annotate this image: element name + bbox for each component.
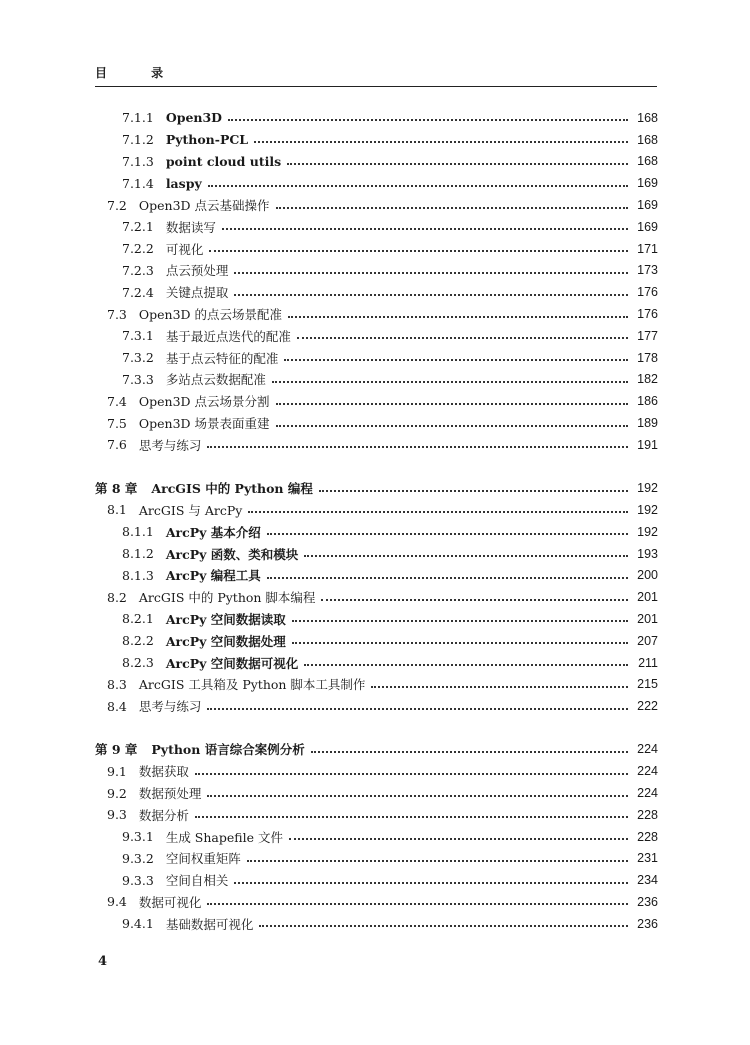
toc-section-entry[interactable] <box>95 303 658 325</box>
dot-leader <box>287 162 628 165</box>
toc-entry-number: 7.2 <box>107 197 127 213</box>
toc-entry-number: 8.3 <box>107 676 127 692</box>
toc-entry-number: 7.2.3 <box>122 262 154 278</box>
toc-section-entry[interactable] <box>95 760 658 782</box>
toc-section-entry[interactable] <box>95 695 658 717</box>
toc-entry-page: 189 <box>637 416 658 431</box>
toc-entry-title: 空间权重矩阵 <box>165 851 241 867</box>
toc-subsection-entry[interactable] <box>95 325 658 347</box>
toc-entry-title: 可视化 <box>165 241 204 257</box>
toc-entry-number: 8.4 <box>107 698 127 714</box>
toc-entry-title: Open3D 点云基础操作 <box>138 198 270 214</box>
dot-leader <box>207 707 628 710</box>
dot-leader <box>276 424 628 427</box>
toc-section-entry[interactable] <box>95 434 658 456</box>
toc-entry-number: 7.3.2 <box>122 350 154 366</box>
toc-entry-number: 7.2.2 <box>122 241 154 257</box>
toc-entry-page: 178 <box>637 350 658 365</box>
toc-entry-title: Open3D 的点云场景配准 <box>138 307 283 323</box>
toc-entry-page: 200 <box>637 568 658 583</box>
toc-chapter-entry[interactable] <box>95 739 658 761</box>
toc-entry-page: 176 <box>637 285 658 300</box>
toc-entry-title: 基于最近点迭代的配准 <box>165 328 291 344</box>
toc-entry-page: 236 <box>637 894 658 909</box>
dot-leader <box>267 576 628 579</box>
toc-entry-title: 基础数据可视化 <box>165 916 254 932</box>
toc-entry-number: 第 9 章 <box>95 742 138 758</box>
toc-entry-page: 171 <box>637 241 658 256</box>
dot-leader <box>288 315 628 318</box>
dot-leader <box>208 184 628 187</box>
toc-section-entry[interactable] <box>95 499 658 521</box>
toc-subsection-entry[interactable] <box>95 543 658 565</box>
toc-entry-page: 231 <box>637 851 658 866</box>
toc-entry-number: 9.4 <box>107 894 127 910</box>
dot-leader <box>248 510 628 513</box>
toc-entry-page: 201 <box>637 611 658 626</box>
toc-subsection-entry[interactable] <box>95 238 658 260</box>
toc-entry-page: 169 <box>637 176 658 191</box>
toc-entry-title: Open3D <box>165 110 223 126</box>
toc-entry-page: 236 <box>637 916 658 931</box>
header-title: 目 录 <box>95 66 184 80</box>
toc-section-entry[interactable] <box>95 804 658 826</box>
toc-subsection-entry[interactable] <box>95 608 658 630</box>
toc-entry-number: 9.3.2 <box>122 850 154 866</box>
toc-entry-title: point cloud utils <box>165 153 282 169</box>
toc-entry-title: ArcGIS 与 ArcPy <box>138 502 243 518</box>
dot-leader <box>207 902 628 905</box>
toc-entry-page: 182 <box>637 372 658 387</box>
toc-entry-number: 8.1 <box>107 502 127 518</box>
toc-entry-page: 207 <box>637 633 658 648</box>
toc-entry-page: 176 <box>637 307 658 322</box>
toc-entry-number: 9.4.1 <box>122 916 154 932</box>
toc-entry-number: 7.3.1 <box>122 328 154 344</box>
page-number: 4 <box>98 954 108 969</box>
toc-entry-title: 点云预处理 <box>165 263 229 279</box>
toc-entry-title: ArcPy 函数、类和模块 <box>165 546 299 562</box>
dot-leader <box>292 619 628 622</box>
toc-entry-title: ArcPy 编程工具 <box>165 568 261 584</box>
toc-section-entry[interactable] <box>95 194 658 216</box>
toc-section-entry[interactable] <box>95 390 658 412</box>
toc-entry-title: ArcGIS 中的 Python 脚本编程 <box>138 590 316 606</box>
toc-entry-title: Open3D 点云场景分割 <box>138 394 270 410</box>
toc-subsection-entry[interactable] <box>95 216 658 238</box>
toc-entry-page: 192 <box>637 502 658 517</box>
dot-leader <box>259 924 628 927</box>
toc-entry-number: 7.1.2 <box>122 132 154 148</box>
toc-entry-number: 8.1.3 <box>122 567 154 583</box>
toc-entry-page: 224 <box>637 764 658 779</box>
toc-subsection-entry[interactable] <box>95 826 658 848</box>
toc-entry-title: Open3D 场景表面重建 <box>138 416 270 432</box>
toc-entry-page: 234 <box>637 873 658 888</box>
toc-entry-page: 186 <box>637 394 658 409</box>
toc-entry-title: 思考与练习 <box>138 699 202 715</box>
toc-subsection-entry[interactable] <box>95 260 658 282</box>
toc-entry-page: 201 <box>637 590 658 605</box>
dot-leader <box>311 750 628 753</box>
toc-subsection-entry[interactable] <box>95 172 658 194</box>
dot-leader <box>228 118 628 121</box>
toc-subsection-entry[interactable] <box>95 281 658 303</box>
dot-leader <box>304 663 628 666</box>
toc-entry-page: 215 <box>637 677 658 692</box>
toc-subsection-entry[interactable] <box>95 848 658 870</box>
toc-entry-title: 多站点云数据配准 <box>165 372 266 388</box>
toc-section-entry[interactable] <box>95 673 658 695</box>
dot-leader <box>234 881 628 884</box>
toc-subsection-entry[interactable] <box>95 630 658 652</box>
dot-leader <box>321 598 628 601</box>
toc-entry-title: ArcPy 空间数据可视化 <box>165 655 299 671</box>
toc-entry-title: ArcGIS 中的 Python 编程 <box>151 481 313 497</box>
dot-leader <box>222 227 628 230</box>
table-of-contents <box>95 107 658 935</box>
toc-entry-title: 基于点云特征的配准 <box>165 350 279 366</box>
toc-entry-page: 169 <box>637 219 658 234</box>
dot-leader <box>209 249 628 252</box>
toc-entry-page: 193 <box>637 546 658 561</box>
toc-entry-number: 7.4 <box>107 393 127 409</box>
toc-entry-number: 7.1.4 <box>122 175 154 191</box>
dot-leader <box>319 489 628 492</box>
dot-leader <box>254 140 628 143</box>
toc-entry-page: 191 <box>637 437 658 452</box>
toc-entry-page: 192 <box>637 481 658 496</box>
dot-leader <box>234 293 628 296</box>
toc-entry-number: 7.1.1 <box>122 110 154 126</box>
toc-entry-page: 224 <box>637 742 658 757</box>
toc-section-entry[interactable] <box>95 412 658 434</box>
toc-entry-title: 数据读写 <box>165 219 216 235</box>
toc-entry-page: 224 <box>637 786 658 800</box>
toc-entry-page: 192 <box>637 524 658 539</box>
dot-leader <box>247 859 628 862</box>
dot-leader <box>207 445 628 448</box>
toc-subsection-entry[interactable] <box>95 564 658 586</box>
toc-subsection-entry[interactable] <box>95 652 658 674</box>
toc-entry-page: 228 <box>637 829 658 844</box>
dot-leader <box>195 815 628 818</box>
toc-entry-page: 173 <box>637 263 658 278</box>
toc-subsection-entry[interactable] <box>95 129 658 151</box>
toc-subsection-entry[interactable] <box>95 913 658 935</box>
dot-leader <box>284 358 628 361</box>
toc-entry-number: 8.1.2 <box>122 546 154 562</box>
toc-entry-number: 9.3 <box>107 807 127 823</box>
toc-entry-page: 228 <box>637 807 658 822</box>
dot-leader <box>207 794 628 797</box>
toc-entry-page: 168 <box>637 154 658 169</box>
dot-leader <box>292 641 628 644</box>
toc-entry-number: 8.2.2 <box>122 633 154 649</box>
toc-entry-number: 7.1.3 <box>122 153 154 169</box>
toc-entry-title: 数据预处理 <box>138 786 202 801</box>
toc-entry-title: 数据获取 <box>138 764 189 780</box>
toc-entry-title: laspy <box>165 175 202 191</box>
toc-entry-number: 7.3 <box>107 306 127 322</box>
dot-leader <box>272 380 628 383</box>
dot-leader <box>276 206 628 209</box>
running-header <box>95 64 657 87</box>
toc-entry-number: 第 8 章 <box>95 481 138 497</box>
toc-section-entry[interactable] <box>95 586 658 608</box>
dot-leader <box>195 772 628 775</box>
toc-chapter-entry[interactable] <box>95 477 658 499</box>
dot-leader <box>289 837 628 840</box>
toc-subsection-entry[interactable] <box>95 369 658 391</box>
toc-entry-number: 9.3.1 <box>122 829 154 845</box>
toc-entry-number: 9.3.3 <box>122 872 154 888</box>
dot-leader <box>371 685 628 688</box>
toc-subsection-entry[interactable] <box>95 869 658 891</box>
toc-entry-number: 9.2 <box>107 785 127 801</box>
toc-entry-number: 7.2.4 <box>122 284 154 300</box>
toc-entry-title: 思考与练习 <box>138 437 202 453</box>
toc-entry-title: 生成 Shapefile 文件 <box>165 829 283 845</box>
toc-entry-number: 7.3.3 <box>122 371 154 387</box>
toc-section-entry[interactable] <box>95 891 658 913</box>
dot-leader <box>304 554 628 557</box>
toc-entry-title: 数据分析 <box>138 807 189 823</box>
toc-entry-title: Python-PCL <box>165 132 249 148</box>
toc-entry-title: 空间自相关 <box>165 873 229 889</box>
toc-entry-title: ArcGIS 工具箱及 Python 脚本工具制作 <box>138 677 366 693</box>
toc-entry-number: 7.6 <box>107 437 127 453</box>
toc-entry-title: 关键点提取 <box>165 285 229 301</box>
toc-entry-page: 168 <box>637 132 658 147</box>
toc-entry-page: 169 <box>637 198 658 213</box>
toc-subsection-entry[interactable] <box>95 521 658 543</box>
toc-entry-number: 8.2 <box>107 589 127 605</box>
dot-leader <box>234 271 628 274</box>
toc-subsection-entry[interactable] <box>95 347 658 369</box>
dot-leader <box>297 336 628 339</box>
toc-entry-number: 8.2.3 <box>122 655 154 671</box>
toc-entry-title: Python 语言综合案例分析 <box>151 742 305 758</box>
toc-entry-number: 7.5 <box>107 415 127 431</box>
toc-entry-page: 168 <box>637 110 658 125</box>
toc-entry-number: 9.1 <box>107 763 127 779</box>
toc-entry-number: 7.2.1 <box>122 219 154 235</box>
toc-entry-title: ArcPy 空间数据处理 <box>165 633 286 649</box>
toc-entry-page: 211 <box>638 655 658 670</box>
toc-entry-page: 177 <box>637 328 658 343</box>
toc-subsection-entry[interactable] <box>95 151 658 173</box>
toc-entry-number: 8.2.1 <box>122 611 154 627</box>
toc-section-entry[interactable] <box>95 782 658 804</box>
toc-entry-number: 8.1.1 <box>122 524 154 540</box>
toc-entry-title: 数据可视化 <box>138 894 202 910</box>
toc-subsection-entry[interactable] <box>95 107 658 129</box>
dot-leader <box>267 532 628 535</box>
toc-entry-title: ArcPy 空间数据读取 <box>165 611 286 627</box>
dot-leader <box>276 402 628 405</box>
toc-entry-title: ArcPy 基本介绍 <box>165 524 261 540</box>
toc-entry-page: 222 <box>637 699 658 714</box>
